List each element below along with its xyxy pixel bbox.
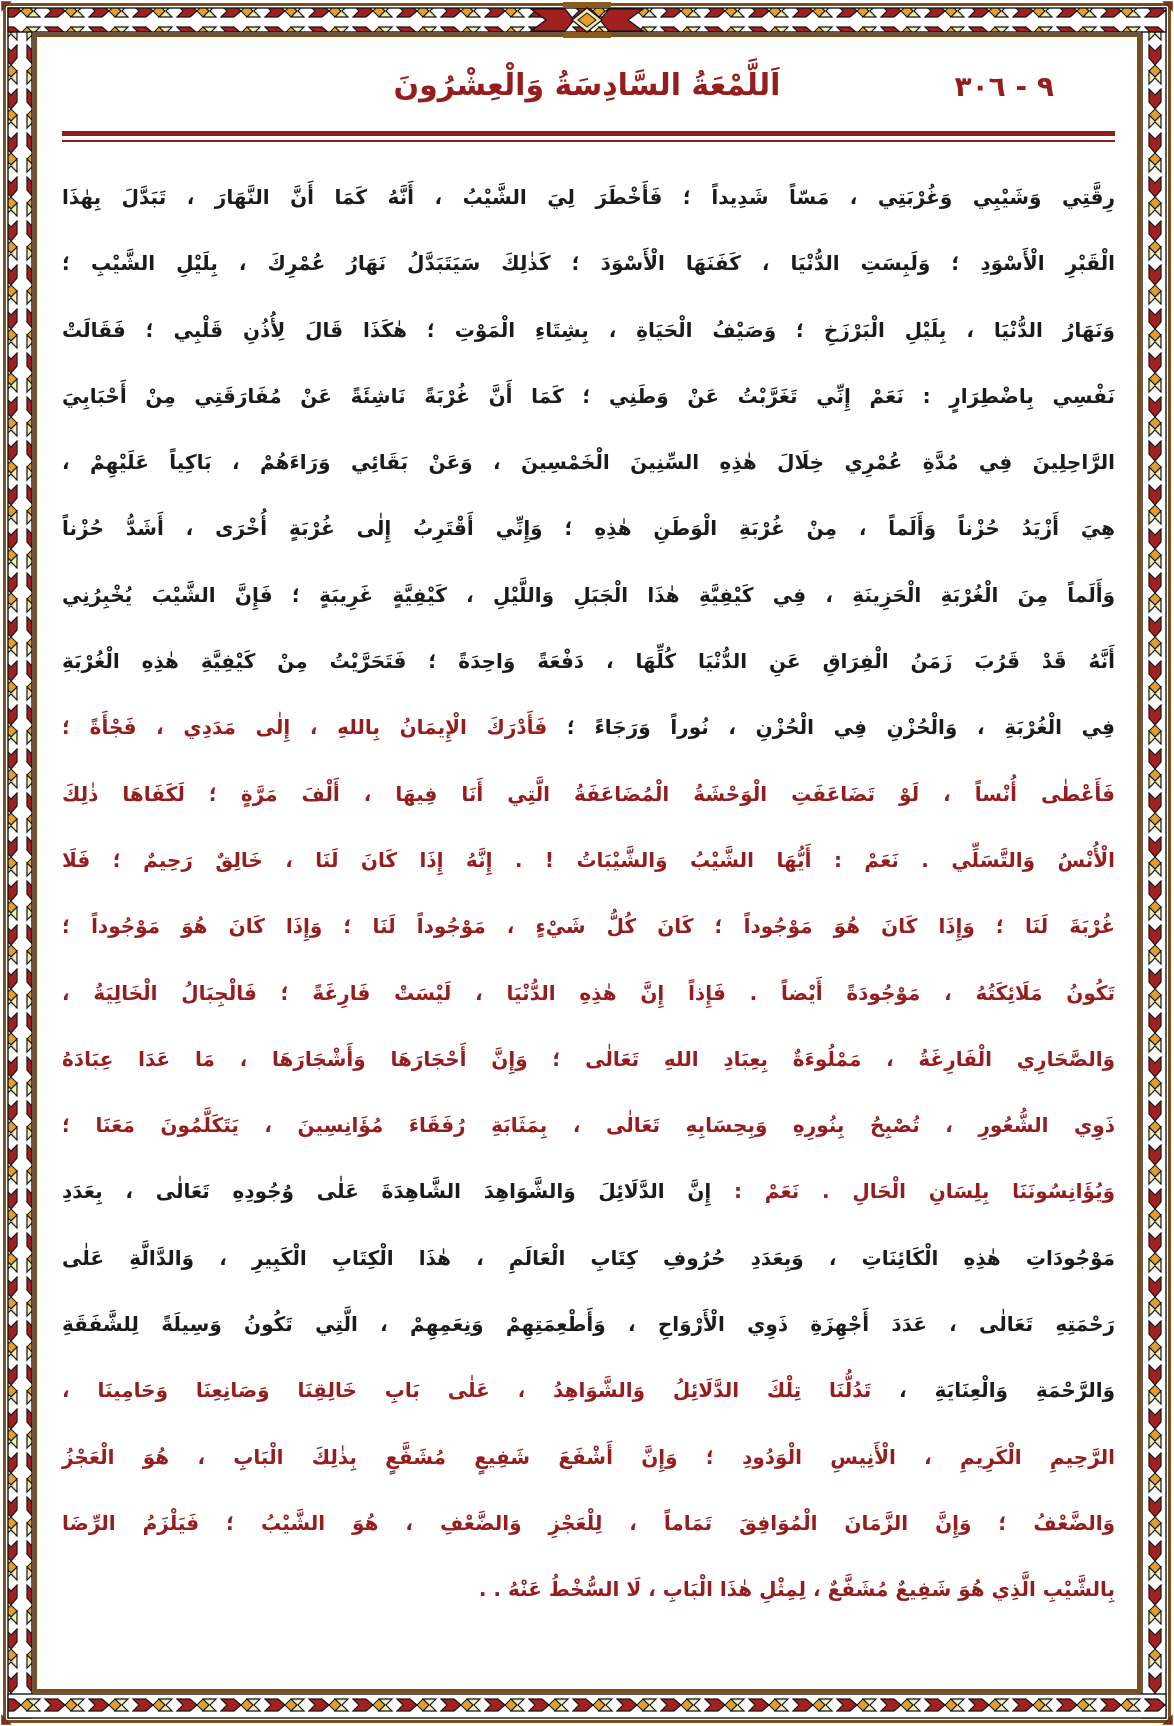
- text-line: [62, 761, 1115, 827]
- text-segment-black: نَفْسِي بِاضْطِرَارٍ : نَعَمْ إِنِّي تَغَرَّبْتُ عَنْ وَطَنِي ؛ كَمَا أَنَّ غُرْبَةً نَاشِئَةً عَنْ مُفَارَقَتِي مِنْ أَحْبَابِيَ: [62, 383, 1115, 408]
- text-line: [62, 297, 1115, 363]
- text-segment-red: وَالصَّحَارِي الْفَارِغَةُ ، مَمْلُوءَةٌ بِعِبَادِ اللهِ تَعَالٰى ؛ وَإِنَّ أَحْجَارَهَا وَأَشْجَارَهَا ، مَا عَدَا عِبَادَهُ: [62, 1046, 1115, 1071]
- text-segment-black: رِقَّتِي وَشَيْبِي وَغُرْبَتِي ، مَسّاً شَدِيداً ؛ فَأَخْطَرَ لِيَ الشَّيْبُ ، أَنَّهُ كَمَا أَنَّ النَّهَارَ ، تَبَدَّلَ بِهٰذَا: [62, 185, 1115, 209]
- text-line: [62, 1026, 1115, 1092]
- text-segment-black: إِنَّ الدَّلَائِلَ وَالشَّوَاهِدَ الشَّاهِدَةَ عَلٰى وُجُودِهِ تَعَالٰى ، بِعَدَدِ: [62, 1179, 712, 1204]
- text-line: [62, 230, 1115, 296]
- text-segment-red: وَيُؤَانِسُونَنَا بِلِسَانِ الْحَالِ . نَعَمْ :: [711, 1179, 1116, 1204]
- text-line: [62, 495, 1115, 561]
- text-segment-black: الْقَبْرِ الْأَسْوَدِ ؛ وَلَبِسَتِ الدُّنْيَا ، كَفَنَهَا الْأَسْوَدَ ؛ كَذٰلِكَ سَيَتَبَدَّلُ نَهَارُ عُمْرِكَ ، بِلَيْلِ الشَّيْبِ ؛: [62, 251, 1115, 276]
- text-line: [62, 562, 1115, 628]
- text-line: [62, 429, 1115, 495]
- text-segment-red: وَالضَّعْفُ ؛ وَإِنَّ الزَّمَانَ الْمُوَافِقَ تَمَاماً ، لِلْعَجْزِ وَالضَّعْفِ ، هُوَ الشَّيْبُ ؛ فَيَلْزَمُ الرِّضَا: [62, 1510, 1115, 1535]
- text-segment-red: تَدُلُّنَا تِلْكَ الدَّلَائِلُ وَالشَّوَاهِدُ ، عَلٰى بَابِ خَالِقِنَا وَصَانِعِنَا وَحَامِينَا ،: [62, 1378, 872, 1403]
- text-segment-black: وَأَلَماً مِنَ الْغُرْبَةِ الْحَزِينَةِ ، فِي كَيْفِيَّةِ هٰذَا الْجَبَلِ وَاللَّيْلِ ، كَيْفِيَّةٍ غَرِيبَةٍ ؛ فَإِنَّ الشَّيْبَ يُخْبِرُنِي: [62, 582, 1115, 607]
- text-line: [62, 628, 1115, 694]
- text-segment-black: الرَّاحِلِينَ فِي مُدَّةِ عُمْرِي خِلَالَ هٰذِهِ السِّنِينَ الْخَمْسِينَ ، وَعَنْ بَقَائِي وَرَاءَهُمْ ، بَاكِياً عَلَيْهِمْ ،: [62, 450, 1115, 475]
- text-line: [62, 1556, 1115, 1622]
- text-line: [62, 363, 1115, 429]
- text-segment-black: رَحْمَتِهِ تَعَالٰى ، عَدَدَ أَجْهِزَةِ ذَوِي الْأَرْوَاحِ ، وَأَطْعِمَتِهِمْ وَنِعَمِهِمْ ، الَّتِي تَكُونُ وَسِيلَةً لِلشَّفَقَةِ: [62, 1312, 1115, 1337]
- page-title: اَللَّمْعَةُ السَّادِسَةُ وَالْعِشْرُونَ: [393, 68, 781, 103]
- text-segment-black: مَوْجُودَاتِ هٰذِهِ الْكَائِنَاتِ ، وَبِعَدَدِ حُرُوفِ كِتَابِ الْعَالَمِ ، هٰذَا الْكِتَابِ الْكَبِيرِ ، وَالدَّالَّةِ عَلٰى: [62, 1245, 1115, 1270]
- text-line: [62, 164, 1115, 230]
- text-line: [62, 1490, 1115, 1556]
- text-area: [62, 164, 1115, 1623]
- text-line: [62, 893, 1115, 959]
- text-line: [62, 1424, 1115, 1490]
- text-segment-red: الْأُنْسُ وَالتَّسَلِّي . نَعَمْ : أَيُّهَا الشَّيْبُ وَالشَّيْبَاتُ ! . إِنَّهُ إِذَا كَانَ لَنَا ، خَالِقٌ رَحِيمٌ ؛ فَلَا: [62, 847, 1115, 872]
- text-line: [62, 1291, 1115, 1357]
- text-segment-red: الرَّحِيمِ الْكَرِيمِ ، الْأَنِيسِ الْوَدُودِ ؛ وَإِنَّ أَشْفَعَ شَفِيعٍ مُشَفَّعٍ بِذٰلِكَ الْبَابِ ، هُوَ الْعَجْزُ: [62, 1444, 1115, 1469]
- text-segment-black: هِيَ أَزْيَدُ حُزْناً وَأَلَماً ، مِنْ غُرْبَةِ الْوَطَنِ هٰذِهِ ؛ وَإِنِّي أَقْتَرِبُ إِلٰى غُرْبَةٍ أُخْرَى ، أَشَدُّ حُزْناً: [62, 516, 1115, 541]
- text-line: [62, 1092, 1115, 1158]
- text-line: [62, 1357, 1115, 1423]
- text-segment-red: فَأَدْرَكَ الْإِيمَانُ بِاللهِ ، إِلٰى مَدَدِي ، فَجْأَةً ؛: [62, 715, 548, 740]
- text-segment-red: فَأَعْطٰى أُنْساً ، لَوْ تَضَاعَفَتِ الْوَحْشَةُ الْمُضَاعَفَةُ الَّتِي أَنَا فِيهَا ، أَلْفَ مَرَّةٍ ؛ لَكَفَاهَا ذٰلِكَ: [62, 781, 1115, 806]
- text-segment-black: فِي الْغُرْبَةِ ، وَالْحُزْنِ فِي الْحُزْنِ ، نُوراً وَرَجَاءً ؛: [547, 715, 1115, 740]
- text-segment-red: بِالشَّيْبِ الَّذِي هُوَ شَفِيعٌ مُشَفَّعٌ ، لِمِثْلِ هٰذَا الْبَابِ ، لَا السُّخْطُ عَنْهُ . .: [478, 1577, 1115, 1602]
- text-segment-black: وَالرَّحْمَةِ وَالْعِنَايَةِ ،: [871, 1378, 1116, 1403]
- text-line: [62, 960, 1115, 1026]
- text-line: [62, 1158, 1115, 1224]
- text-segment-black: وَنَهَارُ الدُّنْيَا ، بِلَيْلِ الْبَرْزَخِ ؛ وَصَيْفُ الْحَيَاةِ ، بِشِتَاءِ الْمَوْتِ ؛ هٰكَذَا قَالَ لِأُذُنِ قَلْبِي ؛ فَقَالَتْ: [62, 317, 1115, 342]
- page-number: ٩ - ٣٠٦: [954, 70, 1054, 103]
- text-segment-red: تَكُونُ مَلَائِكَتُهُ ، مَوْجُودَةً أَيْضاً . فَإِذاً إِنَّ هٰذِهِ الدُّنْيَا ، لَيْسَتْ فَارِغَةً ؛ فَالْجِبَالُ الْخَالِيَةُ ،: [62, 980, 1115, 1005]
- text-line: [62, 1225, 1115, 1291]
- text-segment-black: أَنَّهُ قَدْ قَرُبَ زَمَنُ الْفِرَاقِ عَنِ الدُّنْيَا كُلِّهَا ، دَفْعَةً وَاحِدَةً ؛ فَتَحَرَّيْتُ مِنْ كَيْفِيَّةِ هٰذِهِ الْغُرْبَةِ: [62, 649, 1115, 674]
- text-line: [62, 827, 1115, 893]
- text-segment-red: ذَوِي الشُّعُورِ ، تُصْبِحُ بِنُورِهِ وَبِحِسَابِهِ تَعَالٰى ، بِمَثَابَةِ رُفَقَاءَ مُؤَانِسِينَ ، يَتَكَلَّمُونَ مَعَنَا ؛: [62, 1113, 1115, 1138]
- text-line: [62, 694, 1115, 760]
- text-segment-red: غُرْبَةَ لَنَا ؛ وَإِذَا كَانَ هُوَ مَوْجُوداً ؛ كَانَ كُلُّ شَيْءٍ ، مَوْجُوداً لَنَا ؛ وَإِذَا كَانَ هُوَ مَوْجُوداً ؛: [62, 914, 1115, 939]
- header-rule: [62, 131, 1115, 142]
